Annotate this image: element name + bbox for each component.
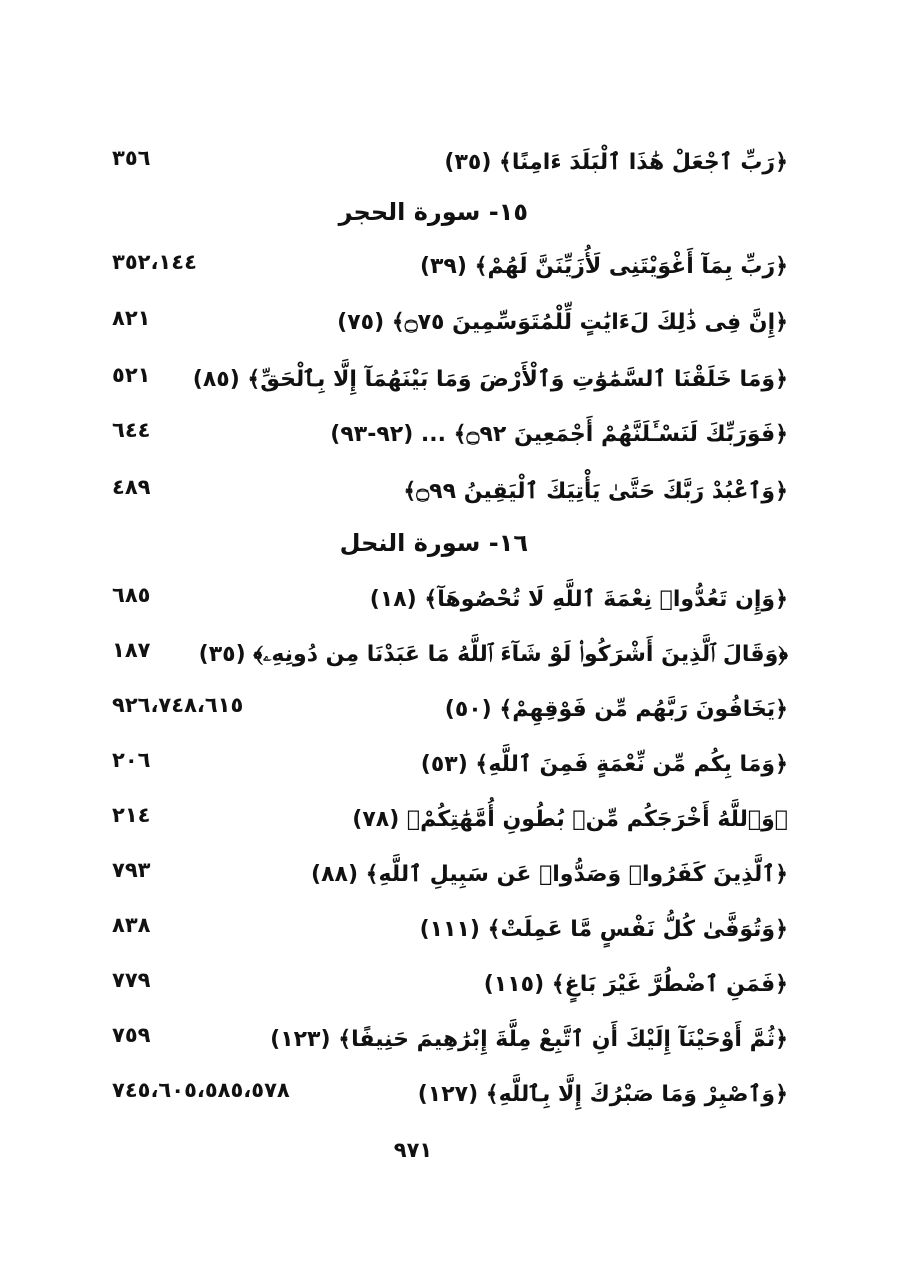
page-references: ٣٥٢،١٤٤ — [112, 250, 197, 274]
page-references: ٧٩٣ — [112, 858, 151, 882]
index-entry — [0, 1075, 900, 1115]
page-references: ٨٢١ — [112, 306, 151, 330]
verse-text: ﴿فَمَنِ ٱضْطُرَّ غَيْرَ بَاغٍ﴾ (١١٥) — [483, 972, 788, 997]
page-references: ١٨٧ — [112, 638, 151, 662]
page-references: ٥٢١ — [112, 363, 151, 387]
page-references: ٨٣٨ — [112, 913, 151, 937]
index-entry — [0, 143, 900, 183]
verse-text: ﴿يَخَافُونَ رَبَّهُم مِّن فَوْقِهِمْ﴾ (٥٠) — [444, 697, 788, 722]
index-entry — [0, 415, 900, 455]
page-number: ٩٧١ — [393, 1138, 433, 1162]
verse-text: ﴿رَبِّ ٱجْعَلْ هَٰذَا ٱلْبَلَدَ ءَامِنًا﴾ (٣٥) — [444, 150, 788, 175]
page-references: ٢٠٦ — [112, 748, 151, 772]
verse-text: ﴿إِنَّ فِى ذَٰلِكَ لَءَايَٰتٍ لِّلْمُتَوَسِّمِينَ ۝٧٥﴾ (٧٥) — [337, 310, 788, 335]
page-references: ٢١٤ — [112, 803, 151, 827]
index-entry — [0, 360, 900, 400]
index-entry — [0, 965, 900, 1005]
verse-text: ﴿وَإِن تَعُدُّوا۟ نِعْمَةَ ٱللَّهِ لَا تُحْصُوهَآ﴾ (١٨) — [369, 587, 788, 612]
section-heading-hijr: ١٥- سورة الحجر — [338, 198, 528, 226]
verse-text: ﴿وَٱللَّهُ أَخْرَجَكُم مِّنۢ بُطُونِ أُمَّهَٰتِكُمْ﴾ (٧٨) — [352, 807, 788, 832]
section-heading-nahl: ١٦- سورة النحل — [339, 529, 528, 557]
index-entry — [0, 580, 900, 620]
verse-text: ﴿وَقَالَ ٱلَّذِينَ أَشْرَكُوا۟ لَوْ شَآءَ ٱللَّهُ مَا عَبَدْنَا مِن دُونِهِۦ﴾ (٣٥) — [198, 642, 788, 667]
index-entry — [0, 247, 900, 287]
verse-text: ﴿وَٱصْبِرْ وَمَا صَبْرُكَ إِلَّا بِٱللَّهِ﴾ (١٢٧) — [417, 1082, 788, 1107]
page-references: ٦٨٥ — [112, 583, 151, 607]
page-references: ٣٥٦ — [112, 146, 151, 170]
verse-text: ﴿فَوَرَبِّكَ لَنَسْـَٔلَنَّهُمْ أَجْمَعِينَ ۝٩٢﴾ ... (٩٢-٩٣) — [330, 422, 788, 447]
verse-text: ﴿ٱلَّذِينَ كَفَرُوا۟ وَصَدُّوا۟ عَن سَبِيلِ ٱللَّهِ﴾ (٨٨) — [311, 862, 788, 887]
page-references: ٧٤٥،٦٠٥،٥٨٥،٥٧٨ — [112, 1078, 290, 1102]
verse-text: ﴿وَمَا بِكُم مِّن نِّعْمَةٍ فَمِنَ ٱللَّهِ﴾ (٥٣) — [420, 752, 788, 777]
index-entry — [0, 800, 900, 840]
index-entry — [0, 635, 900, 675]
index-entry — [0, 690, 900, 730]
page-references: ٤٨٩ — [112, 475, 151, 499]
verse-text: ﴿ثُمَّ أَوْحَيْنَآ إِلَيْكَ أَنِ ٱتَّبِعْ مِلَّةَ إِبْرَٰهِيمَ حَنِيفًا﴾ (١٢٣) — [270, 1027, 788, 1052]
page-references: ٧٧٩ — [112, 968, 151, 992]
index-entry — [0, 472, 900, 512]
verse-text: ﴿وَمَا خَلَقْنَا ٱلسَّمَٰوَٰتِ وَٱلْأَرْضَ وَمَا بَيْنَهُمَآ إِلَّا بِٱلْحَقِّ﴾ (٨٥) — [192, 367, 788, 392]
index-entry — [0, 745, 900, 785]
page-references: ٧٥٩ — [112, 1023, 151, 1047]
page-references: ٦٤٤ — [112, 418, 151, 442]
verse-text: ﴿رَبِّ بِمَآ أَغْوَيْتَنِى لَأُزَيِّنَنَّ لَهُمْ﴾ (٣٩) — [419, 254, 788, 279]
verse-text: ﴿وَٱعْبُدْ رَبَّكَ حَتَّىٰ يَأْتِيَكَ ٱلْيَقِينُ ۝٩٩﴾ — [403, 479, 788, 504]
page-references: ٩٢٦،٧٤٨،٦١٥ — [112, 693, 244, 717]
index-entry — [0, 910, 900, 950]
index-entry — [0, 855, 900, 895]
index-entry — [0, 303, 900, 343]
index-entry — [0, 1020, 900, 1060]
verse-text: ﴿وَتُوَفَّىٰ كُلُّ نَفْسٍ مَّا عَمِلَتْ﴾ (١١١) — [419, 917, 788, 942]
